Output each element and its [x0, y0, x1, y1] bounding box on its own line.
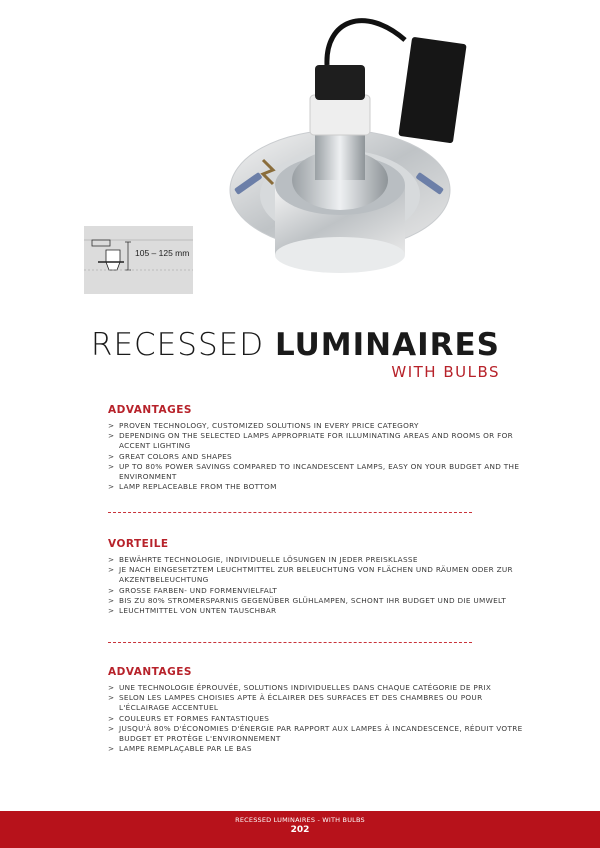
bullet-marker: > — [108, 421, 115, 430]
page-subtitle: WITH BULBS — [391, 363, 500, 381]
list-item: > COULEURS ET FORMES FANTASTIQUES — [108, 713, 270, 723]
list-item: > PROVEN TECHNOLOGY, CUSTOMIZED SOLUTIONS IN EVERY PRICE CATEGORY — [108, 421, 419, 430]
bullet-marker: > — [108, 451, 115, 461]
list-item: > SELON LES LAMPES CHOISIES APTE À ÉCLAIRER DES SURFACES ET DES CHAMBRES OU POUR L'ÉCLAIRAGE ACCENTUEL — [108, 693, 483, 713]
bullet-marker: > — [108, 482, 115, 492]
section-divider — [108, 642, 472, 643]
section-english — [108, 404, 528, 492]
list-item: > JUSQU'À 80% D'ÉCONOMIES D'ÉNERGIE PAR RAPPORT AUX LAMPES À INCANDESCENCE, RÉDUIT VOTRE BUDGET ET PROTÈGE L'ENVIRONNEMENT — [108, 723, 523, 744]
bullet-marker: > — [108, 723, 115, 733]
footer-text: RECESSED LUMINAIRES - WITH BULBS — [235, 816, 365, 824]
list-item: > DEPENDING ON THE SELECTED LAMPS APPROPRIATE FOR ILLUMINATING AREAS AND ROOMS OR FOR ACCENT LIGHTING — [108, 431, 514, 451]
avantages-list — [108, 683, 528, 754]
list-item: > JE NACH EINGESETZTEM LEUCHTMITTEL ZUR BELEUCHTUNG VON FLÄCHEN UND RÄUMEN ODER ZUR AKZENTBELEUCHTUNG — [108, 565, 513, 585]
page-number: 202 — [290, 825, 310, 835]
advantages-list — [108, 421, 528, 492]
section-heading: ADVANTAGES — [108, 404, 192, 416]
title-part-bold: LUMINAIRES — [274, 327, 500, 363]
section-german — [108, 538, 528, 616]
bullet-marker: > — [108, 461, 115, 471]
title-part-light: RECESSED — [90, 327, 275, 363]
product-photo — [215, 0, 505, 300]
bullet-marker: > — [108, 744, 115, 754]
dimension-diagram — [84, 226, 193, 294]
bullet-marker: > — [108, 565, 115, 575]
page-title — [91, 327, 500, 363]
dimension-label: 105 – 125 mm — [135, 248, 190, 258]
section-heading: VORTEILE — [108, 538, 169, 550]
bullet-marker: > — [108, 693, 115, 703]
list-item: > LAMPE REMPLAÇABLE PAR LE BAS — [108, 744, 252, 754]
bullet-marker: > — [108, 595, 115, 605]
list-item: > LAMP REPLACEABLE FROM THE BOTTOM — [108, 482, 277, 492]
section-divider — [108, 512, 472, 513]
section-heading: ADVANTAGES — [108, 666, 192, 678]
bullet-marker: > — [108, 683, 115, 692]
list-item: > BIS ZU 80% STROMERSPARNIS GEGENÜBER GLÜHLAMPEN, SCHONT IHR BUDGET UND DIE UMWELT — [108, 595, 507, 605]
list-item: > BEWÄHRTE TECHNOLOGIE, INDIVIDUELLE LÖSUNGEN IN JEDER PREISKLASSE — [108, 555, 418, 564]
list-item: > GREAT COLORS AND SHAPES — [108, 451, 232, 461]
list-item: > UNE TECHNOLOGIE ÉPROUVÉE, SOLUTIONS INDIVIDUELLES DANS CHAQUE CATÉGORIE DE PRIX — [108, 683, 492, 692]
bullet-marker: > — [108, 431, 115, 441]
vorteile-list — [108, 555, 528, 616]
bullet-marker: > — [108, 555, 115, 564]
bullet-marker: > — [108, 585, 115, 595]
bullet-marker: > — [108, 606, 115, 616]
section-french — [108, 666, 528, 754]
list-item: > LEUCHTMITTEL VON UNTEN TAUSCHBAR — [108, 606, 277, 616]
bullet-marker: > — [108, 713, 115, 723]
list-item: > UP TO 80% POWER SAVINGS COMPARED TO INCANDESCENT LAMPS, EASY ON YOUR BUDGET AND THE ENVIRONMENT — [108, 461, 520, 482]
page-footer — [0, 811, 600, 848]
list-item: > GROSSE FARBEN- UND FORMENVIELFALT — [108, 585, 278, 595]
